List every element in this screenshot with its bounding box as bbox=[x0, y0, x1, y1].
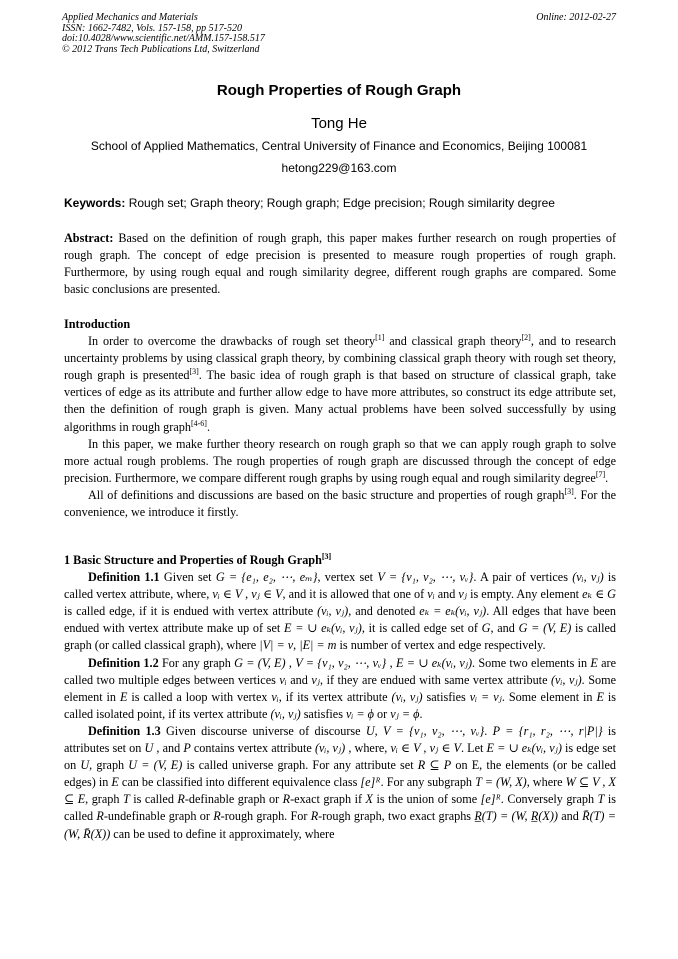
author: Tong He bbox=[311, 115, 367, 132]
citation: [3] bbox=[564, 486, 574, 496]
section-heading: 1 Basic Structure and Properties of Rough Graph[3] bbox=[64, 551, 332, 567]
section-1 bbox=[64, 552, 616, 843]
citation: [1] bbox=[375, 333, 385, 343]
abstract-text: Based on the definition of rough graph, this paper makes further research on rough properties of rough graph. The concept of edge precision is presented to measure rough properties of rough graph. Furthermore, by using rough equal and rough similarity degree, different rough graphs are compared. Some basic conclusions are presented. bbox=[64, 231, 616, 297]
keywords-text: Rough set; Graph theory; Rough graph; Edge precision; Rough similarity degree bbox=[128, 196, 555, 210]
citation: [3] bbox=[189, 367, 199, 377]
email: hetong229@163.com bbox=[281, 161, 397, 175]
citation: [7] bbox=[595, 469, 606, 479]
definition-1-2: Definition 1.2 For any graph G = (V, E) , V = {v₁, v₂, ⋯, vᵥ} , E = ∪ eₖ(vᵢ, vⱼ). Some two elements in E are called two multiple edges between vertices vᵢ and vⱼ, if they are endued with same vertex attribute (vᵢ, vⱼ). Some element in E is called a loop with vertex vᵢ, if its vertex attribute (vᵢ, vⱼ) satisfies vᵢ = vⱼ. Some element in E is called isolated point, if its vertex attribute (vᵢ, vⱼ) satisfies vᵢ = ϕ or vⱼ = ϕ. bbox=[64, 655, 617, 721]
online-date: Online: 2012-02-27 bbox=[536, 12, 616, 23]
keywords bbox=[64, 196, 616, 210]
affiliation: School of Applied Mathematics, Central University of Finance and Economics, Beijing 100081 bbox=[90, 139, 588, 153]
intro-heading: Introduction bbox=[64, 317, 131, 331]
issn: ISSN: 1662-7482, Vols. 157-158, pp 517-520 bbox=[62, 22, 242, 34]
paper-title: Rough Properties of Rough Graph bbox=[216, 82, 462, 99]
keywords-label: Keywords: bbox=[64, 196, 126, 210]
introduction bbox=[64, 316, 616, 521]
intro-paragraph: All of definitions and discussions are based on the basic structure and properties of rough graph[3]. For the convenience, we introduce it firstly. bbox=[64, 486, 617, 520]
journal-name: Applied Mechanics and Materials bbox=[62, 12, 198, 23]
definition-1-1: Definition 1.1 Given set G = {e₁, e₂, ⋯, eₘ}, vertex set V = {v₁, v₂, ⋯, vᵥ}. A pair of vertices (vᵢ, vⱼ) is called vertex attribute, where, vᵢ ∈ V , vⱼ ∈ V, and it is allowed that one of vᵢ and vⱼ is empty. Any element eₖ ∈ G is called edge, if it is endued with vertex attribute (vᵢ, vⱼ), and denoted eₖ = eₖ(vᵢ, vⱼ). All edges that have been endued with vertex attribute make up of set E = ∪ eₖ(vᵢ, vⱼ), it is called edge set of G, and G = (V, E) is called graph (or called classical graph), where |V| = ν, |E| = m is number of vertex and edge respectively. bbox=[64, 570, 617, 653]
intro-paragraph: In this paper, we make further theory research on rough graph so that we can apply rough graph to solve more actual rough problems. The rough properties of rough graph are discussed through the concept of edge precision. Furthermore, we compare different rough graphs by using rough equal and rough similarity degree[7]. bbox=[64, 436, 616, 485]
intro-paragraph: In order to overcome the drawbacks of rough set theory[1] and classical graph theory[2], and to research uncertainty problems by using classical graph theory, by combining classical graph theory with rough set theory, rough graph is presented[3]. The basic idea of rough graph is that based on structure of classical graph, take vertices of edge as its attribute and further allow edge to have more attributes, so construct its edge attribute set, then the definition of rough graph is given. Many actual problems have been solved successfully by using algorithms in rough graph[4-6]. bbox=[64, 333, 617, 434]
definition-1-3: Definition 1.3 Given discourse universe of discourse U, V = {v₁, v₂, ⋯, vᵥ}. P = {r₁, r₂, ⋯, r|P|} is attributes set on U , and P contains vertex attribute (vᵢ, vⱼ) , where, vᵢ ∈ V , vⱼ ∈ V. Let E = ∪ eₖ(vᵢ, vⱼ) is edge set on U, graph U = (V, E) is called universe graph. For any attribute set R ⊆ P on E, the elements (or be called edges) in E can be classified into different equivalence class [e]ᴿ. For any subgraph T = (W, X), where W ⊆ V , X ⊆ E, graph T is called R-definable graph or R-exact graph if X is the union of some [e]ᴿ. Conversely graph T is called R-undefinable graph or R-rough graph. For R-rough graph, two exact graphs R̲(T) = (W, R̲(X)) and R̄(T) = (W, R̄(X)) can be used to define it approximately, where bbox=[64, 723, 617, 841]
copyright: © 2012 Trans Tech Publications Ltd, Switzerland bbox=[62, 43, 260, 55]
journal-header bbox=[62, 13, 265, 55]
citation: [4-6] bbox=[190, 418, 207, 428]
abstract-label: Abstract: bbox=[64, 231, 114, 245]
citation: [3] bbox=[321, 551, 332, 561]
citation: [2] bbox=[521, 333, 531, 343]
doi: doi:10.4028/www.scientific.net/AMM.157-158.517 bbox=[62, 33, 265, 44]
abstract bbox=[64, 230, 616, 298]
